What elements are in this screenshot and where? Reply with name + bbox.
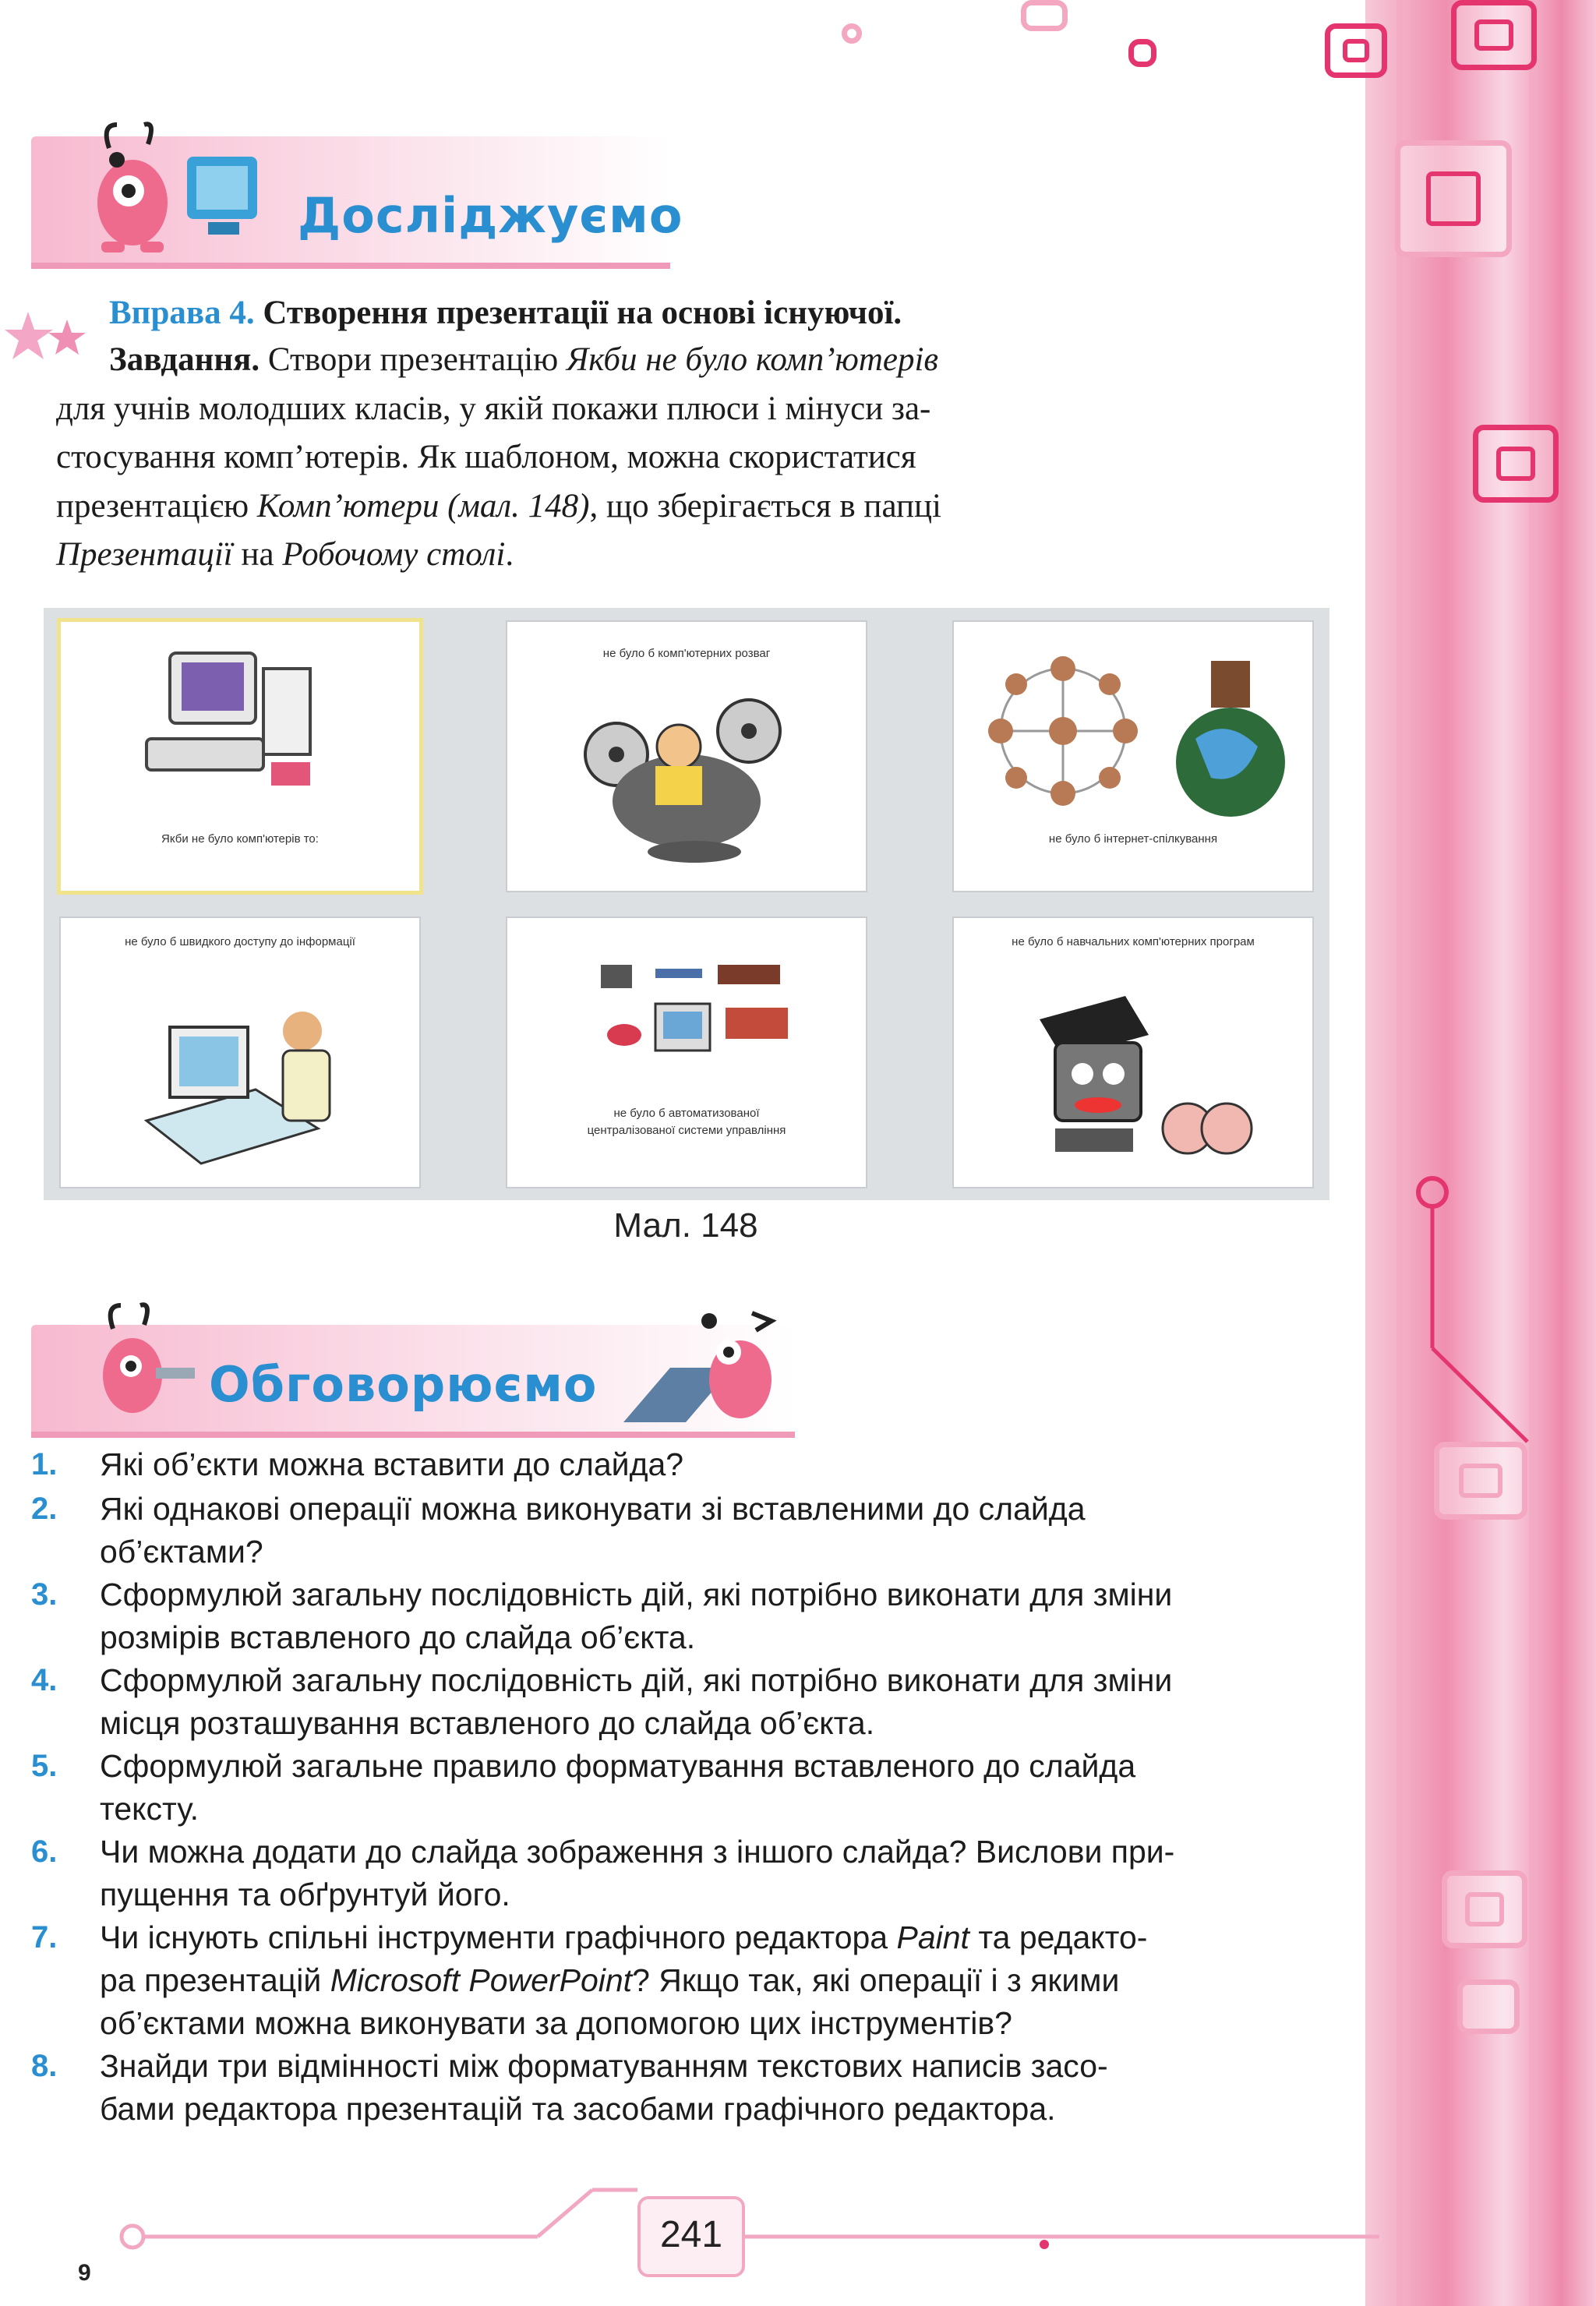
decorative-square-icon [1451,0,1537,70]
computer-icon [139,645,341,801]
footer-circuit-line [117,2167,1379,2276]
figure-caption: Мал. 148 [613,1206,758,1245]
section-title-discuss: Обговорюємо [209,1356,598,1413]
slide-thumbnail [507,622,866,891]
slide-thumbnail [954,622,1312,891]
corner-number: 9 [78,2260,91,2286]
slide-caption: не було б комп'ютерних розваг [602,647,771,660]
exercise-text: . [505,536,514,573]
question-text: Чи можна додати до слайда зображення з іншого слайда? Вислови при- пущення та обґрунтуй його. [100,1834,1175,1912]
slide-thumbnail [507,918,866,1187]
decorative-square-icon [1395,140,1512,257]
question-number: 7. [31,1920,58,1955]
decorative-square-icon [842,23,862,44]
exercise-title-line [109,290,1387,337]
exercise-line [56,531,1334,578]
page-number: 241 [637,2196,745,2277]
slide-thumbnail [954,918,1312,1187]
slide-caption: не було б автоматизованої централізованої системи управління [587,1107,786,1137]
question-number: 2. [31,1492,58,1526]
question-text: Які об’єкти можна вставити до слайда? [100,1446,684,1482]
question-number: 5. [31,1749,58,1783]
exercise-label: Вправа 4. [109,295,255,331]
slide-caption: не було б швидкого доступу до інформації [125,935,355,948]
exercise-text: на [241,536,274,573]
exercise-title: Створення презентації на основі існуючої. [263,295,902,331]
section-title-research: Досліджуємо [298,187,683,244]
monitor-icon [181,152,267,245]
decorative-square-icon [1473,425,1559,503]
question-text: Сформулюй загальне правило форматування вставленого до слайда тексту. [100,1748,1136,1827]
exercise-task-line [109,337,1387,383]
office-worker-icon [139,996,357,1175]
figure-reference: (мал. 148) [447,488,590,524]
stars-icon [5,308,98,370]
exercise-text: презентацією [56,488,249,524]
slide-caption: не було б інтернет-спілкування [1048,832,1218,846]
decorative-square-icon [1442,1870,1527,1948]
gamer-icon [570,684,803,871]
presentation-name: Якби не було комп’ютерів [567,341,939,378]
question-text: Які однакові операції можна виконувати зі вставленими до слайда об’єктами? [100,1491,1086,1570]
folder-name: Презентації [56,536,233,573]
exercise-line: для учнів молодших класів, у якій покажи плюси і мінуси за- [56,390,931,427]
decorative-square-icon [1457,1979,1520,2034]
exercise-line [56,483,1334,530]
question-number: 1. [31,1447,58,1481]
slide-caption: Якби не було комп'ютерів то: [161,832,319,846]
decorative-square-icon [1128,39,1156,67]
template-name: Комп’ютери [256,488,440,524]
automation-icon [593,949,796,1089]
slide-caption: не було б навчальних комп'ютерних програм [1012,935,1255,948]
question-text: Сформулюй загальну послідовність дій, які потрібно виконати для зміни місця розташування вставленого до слайда об’єкта. [100,1662,1173,1741]
decorative-square-icon [1325,23,1387,78]
decorative-square-icon [1021,0,1068,31]
exercise-line: стосування комп’ютерів. Як шаблоном, можна скористатися [56,439,916,475]
task-label: Завдання. [109,341,260,378]
question-text: Чи існують спільні інструменти графічного редактора Paint та редакто- ра презентацій Microsoft PowerPoint? Якщо так, які операції і з якими об’єктами можна виконувати за допомогою цих інструментів? [100,1919,1148,2041]
figure-slides-grid [44,608,1329,1200]
task-text: Створи презентацію [267,341,559,378]
educational-program-icon [1008,988,1266,1175]
question-text: Сформулюй загальну послідовність дій, які потрібно виконати для зміни розмірів вставленого до слайда об’єкта. [100,1577,1173,1655]
desktop-name: Робочому столі [282,536,506,573]
slide-thumbnail [61,622,419,891]
question-number: 8. [31,2049,58,2083]
question-text: Знайди три відмінності між форматуванням текстових написів засо- бами редактора презентацій та засобами графічного редактора. [100,2048,1108,2127]
mascot-dog-icon [70,1298,203,1438]
mascot-dog-icon [678,1298,803,1438]
question-number: 3. [31,1577,58,1612]
exercise-text: , що зберігається в папці [589,488,941,524]
network-icon [977,645,1297,825]
slide-thumbnail [61,918,419,1187]
question-number: 4. [31,1663,58,1697]
question-number: 6. [31,1835,58,1869]
